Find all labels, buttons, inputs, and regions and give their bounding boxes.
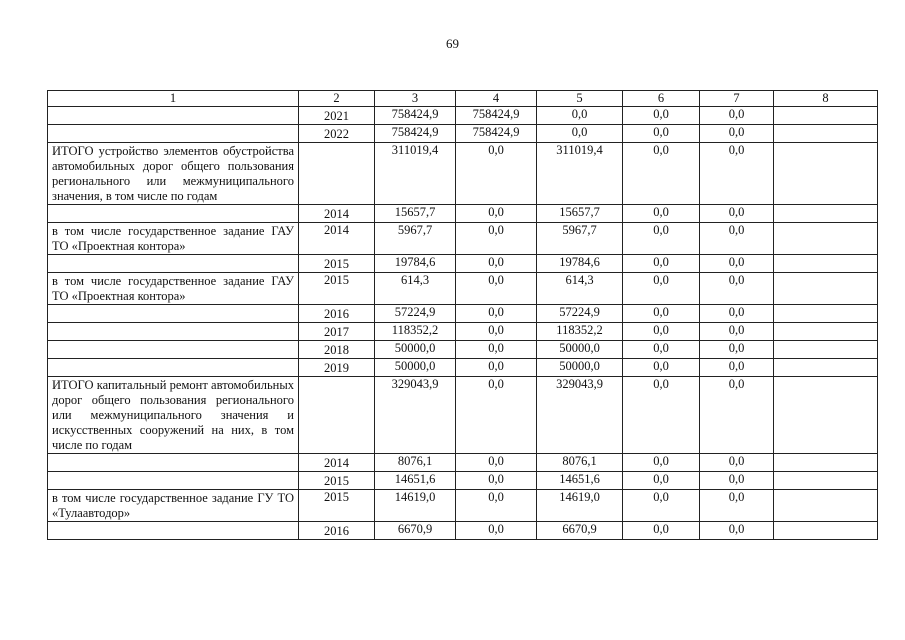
- value-cell: 0,0: [623, 323, 700, 341]
- value-cell: 50000,0: [537, 359, 623, 377]
- value-cell: [774, 273, 878, 305]
- description-cell: в том числе государственное задание ГАУ ТО «Проектная контора»: [48, 273, 299, 305]
- value-cell: 8076,1: [537, 454, 623, 472]
- table-row: [48, 125, 878, 143]
- year-cell: 2016: [299, 522, 375, 540]
- table-row: [48, 323, 878, 341]
- total-row: [48, 143, 878, 205]
- value-cell: 0,0: [623, 522, 700, 540]
- value-cell: 0,0: [700, 143, 774, 205]
- description-cell: [48, 522, 299, 540]
- value-cell: 0,0: [456, 522, 537, 540]
- value-cell: 0,0: [623, 223, 700, 255]
- value-cell: 0,0: [700, 377, 774, 454]
- value-cell: 50000,0: [375, 341, 456, 359]
- value-cell: 0,0: [700, 359, 774, 377]
- description-cell: [48, 305, 299, 323]
- value-cell: 50000,0: [375, 359, 456, 377]
- value-cell: 8076,1: [375, 454, 456, 472]
- header-cell: 8: [774, 91, 878, 107]
- value-cell: [774, 107, 878, 125]
- value-cell: 0,0: [537, 125, 623, 143]
- value-cell: 0,0: [700, 522, 774, 540]
- value-cell: 14619,0: [537, 490, 623, 522]
- value-cell: [774, 377, 878, 454]
- value-cell: [774, 223, 878, 255]
- description-cell: [48, 454, 299, 472]
- value-cell: 0,0: [456, 377, 537, 454]
- value-cell: 0,0: [623, 377, 700, 454]
- budget-table: [47, 90, 878, 540]
- value-cell: 758424,9: [375, 125, 456, 143]
- value-cell: 6670,9: [375, 522, 456, 540]
- value-cell: 15657,7: [537, 205, 623, 223]
- value-cell: 15657,7: [375, 205, 456, 223]
- description-cell: [48, 125, 299, 143]
- value-cell: 0,0: [456, 273, 537, 305]
- total-row: [48, 377, 878, 454]
- value-cell: [774, 359, 878, 377]
- table-row: [48, 522, 878, 540]
- value-cell: 0,0: [700, 107, 774, 125]
- value-cell: 0,0: [623, 359, 700, 377]
- year-cell: 2014: [299, 205, 375, 223]
- year-cell: [299, 377, 375, 454]
- year-cell: 2015: [299, 490, 375, 522]
- table-row: [48, 255, 878, 273]
- value-cell: 0,0: [623, 107, 700, 125]
- value-cell: 0,0: [623, 273, 700, 305]
- value-cell: 0,0: [700, 205, 774, 223]
- value-cell: 118352,2: [375, 323, 456, 341]
- value-cell: 0,0: [700, 223, 774, 255]
- value-cell: 0,0: [537, 107, 623, 125]
- year-cell: 2014: [299, 454, 375, 472]
- table-row: [48, 273, 878, 305]
- description-cell: в том числе государственное задание ГАУ ТО «Проектная контора»: [48, 223, 299, 255]
- year-cell: 2015: [299, 472, 375, 490]
- description-cell: [48, 341, 299, 359]
- value-cell: 0,0: [456, 472, 537, 490]
- value-cell: 118352,2: [537, 323, 623, 341]
- value-cell: 0,0: [700, 273, 774, 305]
- table-row: [48, 472, 878, 490]
- value-cell: 57224,9: [375, 305, 456, 323]
- value-cell: 0,0: [623, 490, 700, 522]
- page-number: 69: [446, 36, 459, 51]
- value-cell: 0,0: [700, 323, 774, 341]
- value-cell: [774, 255, 878, 273]
- value-cell: 0,0: [700, 454, 774, 472]
- value-cell: 57224,9: [537, 305, 623, 323]
- year-cell: [299, 143, 375, 205]
- value-cell: [774, 143, 878, 205]
- description-cell: [48, 255, 299, 273]
- year-cell: 2018: [299, 341, 375, 359]
- year-cell: 2021: [299, 107, 375, 125]
- description-cell: [48, 472, 299, 490]
- value-cell: 329043,9: [375, 377, 456, 454]
- description-cell: ИТОГО капитальный ремонт автомобильных дорог общего пользования регионального или межмуниципального значения и искусственных сооружений на них, в том числе по годам: [48, 377, 299, 454]
- value-cell: 0,0: [700, 305, 774, 323]
- value-cell: 50000,0: [537, 341, 623, 359]
- value-cell: 0,0: [700, 255, 774, 273]
- value-cell: 0,0: [456, 454, 537, 472]
- value-cell: 14619,0: [375, 490, 456, 522]
- value-cell: [774, 490, 878, 522]
- year-cell: 2015: [299, 273, 375, 305]
- value-cell: 0,0: [456, 323, 537, 341]
- year-cell: 2019: [299, 359, 375, 377]
- header-cell: 7: [700, 91, 774, 107]
- year-cell: 2015: [299, 255, 375, 273]
- year-cell: 2014: [299, 223, 375, 255]
- value-cell: 19784,6: [375, 255, 456, 273]
- description-cell: [48, 205, 299, 223]
- value-cell: [774, 454, 878, 472]
- value-cell: [774, 205, 878, 223]
- table-header-row: [48, 91, 878, 107]
- value-cell: 0,0: [700, 341, 774, 359]
- value-cell: [774, 341, 878, 359]
- value-cell: 614,3: [375, 273, 456, 305]
- value-cell: [774, 125, 878, 143]
- value-cell: 311019,4: [375, 143, 456, 205]
- value-cell: 758424,9: [456, 107, 537, 125]
- value-cell: 329043,9: [537, 377, 623, 454]
- header-cell: 4: [456, 91, 537, 107]
- value-cell: 0,0: [623, 143, 700, 205]
- table-row: [48, 223, 878, 255]
- value-cell: 0,0: [700, 125, 774, 143]
- value-cell: 19784,6: [537, 255, 623, 273]
- year-cell: 2017: [299, 323, 375, 341]
- value-cell: [774, 472, 878, 490]
- value-cell: 5967,7: [375, 223, 456, 255]
- header-cell: 5: [537, 91, 623, 107]
- value-cell: 0,0: [623, 454, 700, 472]
- value-cell: 0,0: [623, 472, 700, 490]
- description-cell: [48, 359, 299, 377]
- value-cell: [774, 323, 878, 341]
- value-cell: 758424,9: [456, 125, 537, 143]
- value-cell: 14651,6: [375, 472, 456, 490]
- value-cell: [774, 305, 878, 323]
- value-cell: 0,0: [456, 359, 537, 377]
- description-cell: [48, 323, 299, 341]
- value-cell: 0,0: [456, 255, 537, 273]
- description-cell: [48, 107, 299, 125]
- value-cell: 0,0: [623, 125, 700, 143]
- value-cell: 14651,6: [537, 472, 623, 490]
- table-row: [48, 205, 878, 223]
- table-row: [48, 107, 878, 125]
- value-cell: [774, 522, 878, 540]
- table-row: [48, 359, 878, 377]
- value-cell: 0,0: [623, 341, 700, 359]
- value-cell: 758424,9: [375, 107, 456, 125]
- description-cell: ИТОГО устройство элементов обустройства автомобильных дорог общего пользования регионального или межмуниципального значения, в том числе по годам: [48, 143, 299, 205]
- value-cell: 0,0: [700, 490, 774, 522]
- table-row: [48, 341, 878, 359]
- value-cell: 0,0: [456, 490, 537, 522]
- table-row: [48, 454, 878, 472]
- value-cell: 6670,9: [537, 522, 623, 540]
- value-cell: 0,0: [456, 305, 537, 323]
- year-cell: 2016: [299, 305, 375, 323]
- value-cell: 0,0: [623, 305, 700, 323]
- value-cell: 0,0: [456, 143, 537, 205]
- table-row: [48, 490, 878, 522]
- description-cell: в том числе государственное задание ГУ ТО «Тулаавтодор»: [48, 490, 299, 522]
- value-cell: 311019,4: [537, 143, 623, 205]
- header-cell: 1: [48, 91, 299, 107]
- year-cell: 2022: [299, 125, 375, 143]
- value-cell: 614,3: [537, 273, 623, 305]
- value-cell: 0,0: [623, 205, 700, 223]
- table-row: [48, 305, 878, 323]
- value-cell: 5967,7: [537, 223, 623, 255]
- header-cell: 6: [623, 91, 700, 107]
- value-cell: 0,0: [456, 205, 537, 223]
- value-cell: 0,0: [456, 223, 537, 255]
- value-cell: 0,0: [700, 472, 774, 490]
- header-cell: 3: [375, 91, 456, 107]
- header-cell: 2: [299, 91, 375, 107]
- value-cell: 0,0: [623, 255, 700, 273]
- value-cell: 0,0: [456, 341, 537, 359]
